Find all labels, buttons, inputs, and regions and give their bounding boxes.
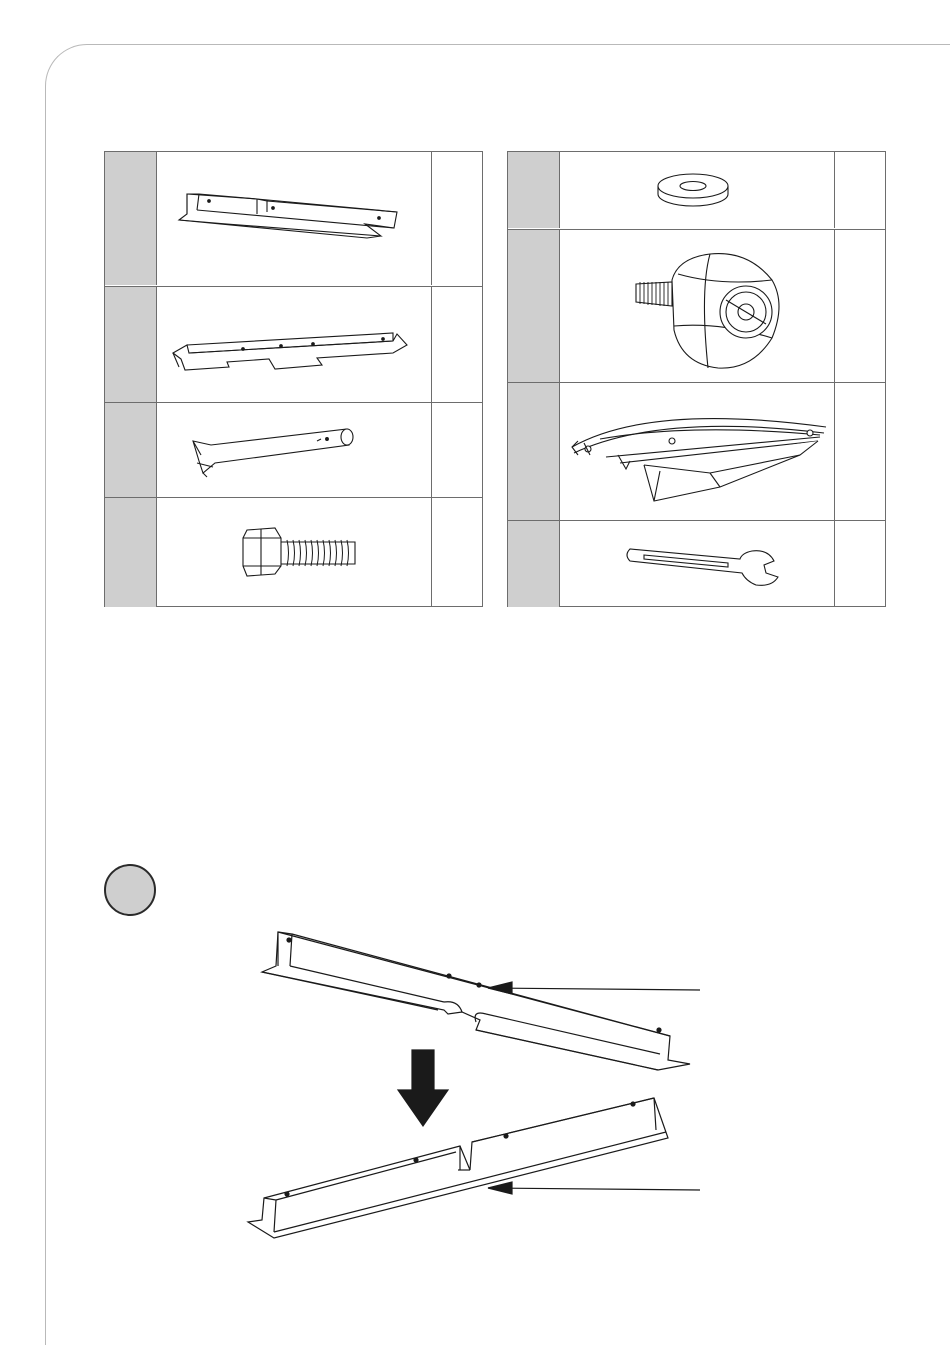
rail-bracket-icon — [157, 152, 431, 285]
part-image — [560, 230, 834, 382]
part-image — [157, 287, 431, 402]
part-letter — [508, 152, 560, 228]
upper-bracket — [262, 932, 690, 1070]
part-row — [105, 152, 482, 285]
part-image — [157, 403, 431, 497]
part-row — [508, 520, 885, 607]
part-row — [105, 402, 482, 497]
part-qty — [431, 403, 482, 497]
part-letter — [508, 521, 560, 607]
part-letter — [105, 403, 157, 497]
pole-tube-icon — [157, 403, 431, 497]
part-image — [560, 383, 834, 520]
part-row — [105, 497, 482, 607]
leader-line-upper — [488, 988, 700, 990]
washer-icon — [560, 152, 834, 228]
part-image — [560, 521, 834, 607]
part-qty — [834, 383, 885, 520]
part-image — [157, 152, 431, 285]
part-letter — [508, 230, 560, 382]
parts-table-left — [104, 151, 483, 607]
part-row — [105, 286, 482, 402]
leader-line-lower — [488, 1188, 700, 1190]
part-image — [560, 152, 834, 228]
part-letter — [105, 498, 157, 607]
part-qty — [834, 230, 885, 382]
part-qty — [834, 521, 885, 607]
part-qty — [431, 152, 482, 285]
slotted-bracket-icon — [157, 287, 431, 402]
part-qty — [834, 152, 885, 228]
part-qty — [431, 498, 482, 607]
hex-bolt-icon — [157, 498, 431, 607]
part-qty — [431, 287, 482, 402]
part-letter — [105, 287, 157, 402]
part-image — [157, 498, 431, 607]
part-row — [508, 152, 885, 228]
part-row — [508, 382, 885, 520]
wrench-icon — [560, 521, 834, 607]
lower-bracket — [248, 1098, 668, 1238]
down-arrow-icon — [398, 1050, 448, 1126]
part-row — [508, 229, 885, 382]
parts-table-right — [507, 151, 886, 607]
leader-arrow-lower — [488, 1182, 512, 1194]
assembly-illustration — [0, 900, 950, 1260]
folded-umbrella-icon — [560, 383, 834, 520]
part-letter — [508, 383, 560, 520]
part-letter — [105, 152, 157, 285]
knob-screw-icon — [560, 230, 834, 382]
